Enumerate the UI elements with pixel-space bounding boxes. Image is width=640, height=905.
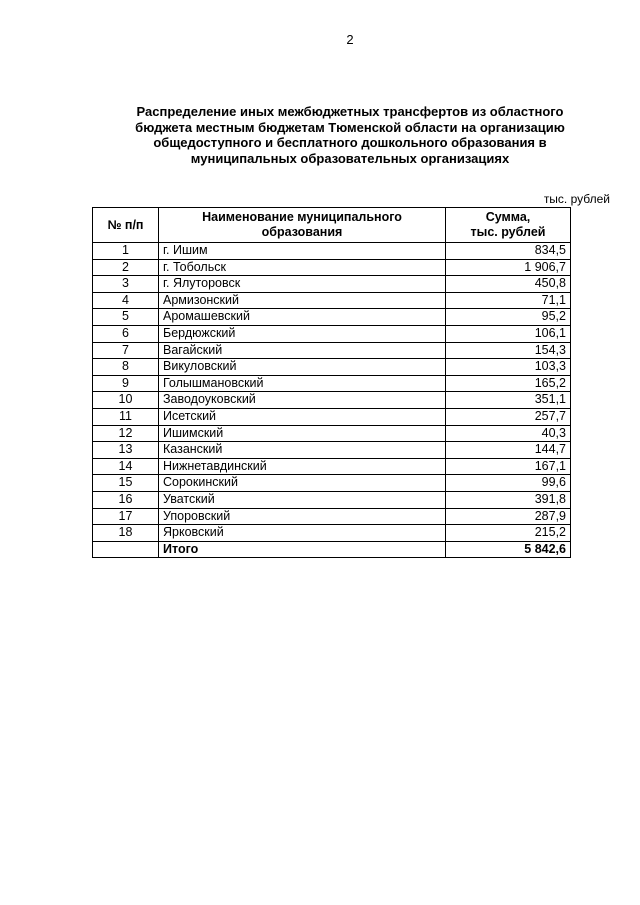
row-name: Ишимский [159,425,446,442]
total-row [93,541,571,558]
total-number [93,541,159,558]
row-number: 12 [93,425,159,442]
row-number: 10 [93,392,159,409]
row-name: Викуловский [159,359,446,376]
row-amount: 1 906,7 [446,259,571,276]
row-name: Уватский [159,491,446,508]
row-number: 13 [93,442,159,459]
row-name: Исетский [159,408,446,425]
row-amount: 106,1 [446,325,571,342]
title-line: Распределение иных межбюджетных трансфертов из областного [136,104,564,119]
row-amount: 167,1 [446,458,571,475]
row-name: Нижнетавдинский [159,458,446,475]
row-amount: 287,9 [446,508,571,525]
table-row [93,392,571,409]
table-row [93,342,571,359]
header-number-label: № п/п [107,217,144,232]
table-row [93,408,571,425]
table-row [93,259,571,276]
row-name: г. Тобольск [159,259,446,276]
row-name: Аромашевский [159,309,446,326]
row-amount: 95,2 [446,309,571,326]
row-number: 14 [93,458,159,475]
document-title [110,104,590,166]
table-body [93,243,571,558]
row-number: 5 [93,309,159,326]
table-row [93,525,571,542]
row-number: 18 [93,525,159,542]
row-name: Ярковский [159,525,446,542]
row-number: 15 [93,475,159,492]
table-row [93,325,571,342]
row-number: 4 [93,292,159,309]
row-amount: 351,1 [446,392,571,409]
header-name [159,208,446,243]
title-line: общедоступного и бесплатного дошкольного образования в [153,135,547,150]
row-amount: 450,8 [446,276,571,293]
row-name: Голышмановский [159,375,446,392]
row-name: Армизонский [159,292,446,309]
row-name: Вагайский [159,342,446,359]
page-number: 2 [346,32,354,47]
title-line: муниципальных образовательных организациях [190,150,510,166]
table-row [93,458,571,475]
row-amount: 154,3 [446,342,571,359]
row-number: 9 [93,375,159,392]
row-amount: 40,3 [446,425,571,442]
row-name: г. Ялуторовск [159,276,446,293]
row-number: 11 [93,408,159,425]
row-number: 3 [93,276,159,293]
row-amount: 391,8 [446,491,571,508]
row-number: 7 [93,342,159,359]
table-row [93,243,571,260]
row-name: Заводоуковский [159,392,446,409]
table-row [93,292,571,309]
table-row [93,375,571,392]
header-amount [446,208,571,243]
table-row [93,309,571,326]
row-number: 16 [93,491,159,508]
table-row [93,491,571,508]
row-name: Сорокинский [159,475,446,492]
row-number: 17 [93,508,159,525]
transfers-table [92,207,571,558]
row-amount: 165,2 [446,375,571,392]
row-number: 6 [93,325,159,342]
table-row [93,508,571,525]
header-amount-line: тыс. рублей [470,225,546,239]
table-row [93,276,571,293]
row-name: Бердюжский [159,325,446,342]
row-amount: 99,6 [446,475,571,492]
row-number: 1 [93,243,159,260]
row-amount: 834,5 [446,243,571,260]
row-amount: 215,2 [446,525,571,542]
row-number: 2 [93,259,159,276]
header-amount-line: Сумма, [485,210,531,224]
units-note: тыс. рублей [543,192,610,206]
row-name: г. Ишим [159,243,446,260]
row-name: Упоровский [159,508,446,525]
total-label: Итого [159,541,446,558]
table-row [93,359,571,376]
table-row [93,475,571,492]
header-number [93,208,159,243]
row-amount: 144,7 [446,442,571,459]
table-row [93,442,571,459]
row-name: Казанский [159,442,446,459]
header-name-line: образования [261,225,343,239]
row-amount: 71,1 [446,292,571,309]
title-line: бюджета местным бюджетам Тюменской области на организацию [135,119,565,135]
table-row [93,425,571,442]
table-header-row [93,208,571,243]
row-amount: 103,3 [446,359,571,376]
header-name-line: Наименование муниципального [202,210,402,224]
total-amount: 5 842,6 [446,541,571,558]
row-number: 8 [93,359,159,376]
row-amount: 257,7 [446,408,571,425]
